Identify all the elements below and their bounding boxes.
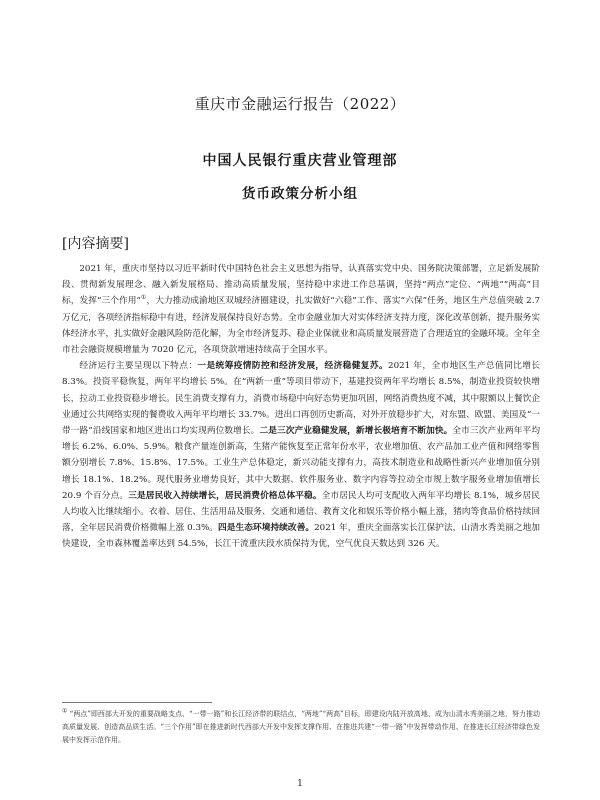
paragraph-1-text-a: 2021 年，重庆市坚持以习近平新时代中国特色社会主义思想为指导，认真落实党中央、国务院决策部署，立足新发展阶段、贯彻新发展理念、融入新发展格局、推动高质量发展，坚持稳中求进工作总基调，坚持“两点”定位、“两地”“两高”目标，发挥“三个作用”: [62, 264, 540, 307]
footnote-divider: [62, 702, 212, 703]
footnote: [62, 708, 540, 747]
highlight-point-3: 三是居民收入持续增长，居民消费价格总体平稳。: [128, 490, 322, 501]
highlight-point-4: 四是生态环境持续改善。: [218, 523, 315, 534]
highlight-point-2: 二是三次产业稳健发展，新增长极培育不断加快。: [259, 426, 453, 437]
footnote-text: “两点”即西部大开发的重要战略支点、“一带一路”和长江经济带的联结点，“两地”“两高”目标，即建设内陆开放高地、成为山清水秀美丽之地，努力推动高质量发展、创造高品质生活。“三个作用”即在推进新时代西部大开发中发挥支撑作用、在推进共建“一带一路”中发挥带动作用、在推进长江经济带绿色发展中发挥示范作用。: [62, 710, 540, 744]
highlight-point-1: 一是统筹疫情防控和经济发展，经济稳健复苏。: [197, 361, 389, 372]
point-3-text: 全市居民人均可支配收入两年平均增长 8.1%，城乡居民人均收入比继续缩小。衣着、居住、生活用品及服务、交通和通信、教育文化和娱乐等价格小幅上涨，猪肉等食品价格持续回落，全年居民消费价格微幅上涨 0.3%。: [62, 490, 540, 534]
author-group: 货币政策分析小组: [242, 186, 358, 202]
paragraph-1-text-b: ，大力推动成渝地区双城经济圈建设，扎实做好“六稳”工作、落实“六保”任务，地区生产总值突破 2.7 万亿元，各项经济指标稳中有进，经济发展保持良好态势。全市金融业加大对实体经济支持力度，深化改革创新，提升服务实体经济水平，扎实做好金融风险防范化解，为全市经济复苏、稳企业保就业和高质量发展营造了合理适宜的金融环境。全年全市社会融资规模增量为 7020 亿元，各项贷款增速持续高于全国水平。: [62, 296, 540, 356]
summary-paragraph-1: [62, 261, 540, 358]
issuing-organization: 中国人民银行重庆营业管理部: [202, 153, 398, 169]
section-heading-summary: [内容摘要]: [62, 236, 129, 252]
summary-body: [62, 261, 540, 553]
page-number: 1: [297, 779, 303, 789]
point-2-text: 全市三次产业两年平均增长 6.2%、6.0%、5.9%。粮食产量连创新高，生猪产能恢复至正常年份水平，农业增加值、农产品加工业产值和网络零售额分别增长 7.8%、15.8%、17.5%。工业生产总体稳定，新兴动能支撑有力，高技术制造业和战略性新兴产业增加值分别增长 18.1%、18.2%。现代服务业增势良好，其中大数据、软件服务业、数字内容等拉动全市规上数字服务业增加值增长 20.9 个百分点。: [62, 426, 541, 501]
paragraph-2-lead: 经济运行主要呈现以下特点：: [79, 361, 198, 372]
footnote-marker: ①: [62, 707, 68, 715]
report-title: 重庆市金融运行报告（2022）: [194, 95, 406, 113]
summary-paragraph-2: [62, 358, 540, 552]
point-4-text: 2021 年，重庆全面落实长江保护法，山清水秀美丽之地加快建设，全市森林覆盖率达到 54.5%，长江干流重庆段水质保持为优，空气优良天数达到 326 天。: [62, 523, 540, 550]
point-1-text: 2021 年，全市地区生产总值同比增长 8.3%。投资平稳恢复，两年平均增长 5%。在“两新一重”等项目带动下，基建投资两年平均增长 8.5%，制造业投资较快增长，拉动工业投资稳步增长。民生消费支撑有力，消费市场稳中向好态势更加巩固，网络消费热度不减，其中限额以上餐饮企业通过公共网络实现的餐费收入两年平均增长 33.7%。进出口再创历史新高，对外开放稳步扩大，对东盟、欧盟、美国及“一带一路”沿线国家和地区进出口均实现两位数增长。: [62, 361, 541, 437]
footnote-ref[interactable]: ①: [140, 294, 147, 302]
